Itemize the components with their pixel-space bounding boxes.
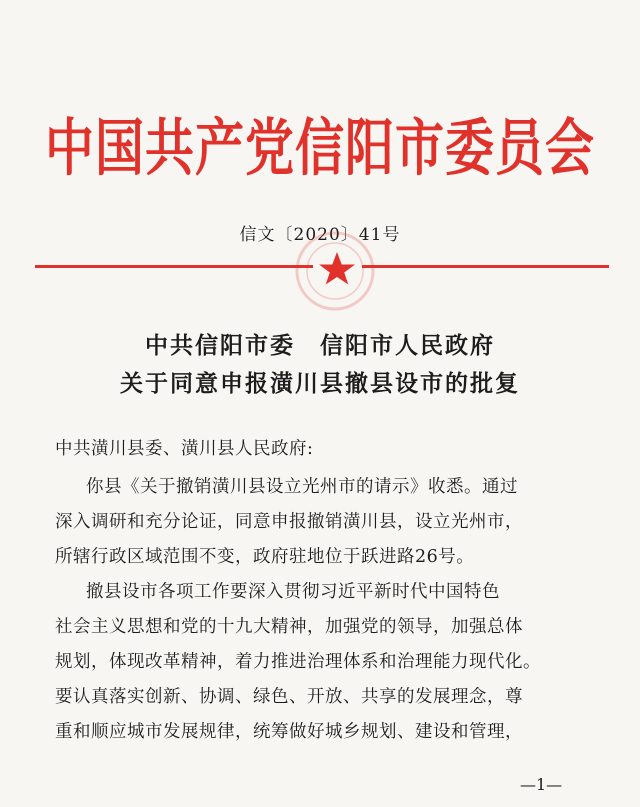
addressee: 中共潢川县委、潢川县人民政府: xyxy=(55,439,314,459)
body-line: 深入调研和充分论证，同意申报撤销潢川县，设立光州市， xyxy=(55,512,523,532)
subject-line-1: 中共信阳市委 信阳市人民政府 xyxy=(145,333,495,359)
red-divider-left xyxy=(35,265,313,268)
body-line: 要认真落实创新、协调、绿色、开放、共享的发展理念，尊 xyxy=(55,687,523,707)
body-line: 你县《关于撤销潢川县设立光州市的请示》收悉。通过 xyxy=(86,477,518,497)
issuing-organization-header: 中国共产党信阳市委员会 xyxy=(44,112,595,184)
document-number: 信文〔2020〕41号 xyxy=(239,225,401,245)
body-line: 所辖行政区域范围不变，政府驻地位于跃进路26号。 xyxy=(55,547,475,567)
body-line: 规划，体现改革精神，着力推进治理体系和治理能力现代化。 xyxy=(55,652,541,672)
body-line: 社会主义思想和党的十九大精神，加强党的领导，加强总体 xyxy=(55,617,523,637)
page-number: —1— xyxy=(520,775,563,794)
body-line: 撤县设市各项工作要深入贯彻习近平新时代中国特色 xyxy=(86,582,500,602)
subject-line-2: 关于同意申报潢川县撤县设市的批复 xyxy=(120,371,520,397)
red-divider-right xyxy=(362,265,609,268)
red-star-icon xyxy=(317,250,357,286)
body-line: 重和顺应城市发展规律，统筹做好城乡规划、建设和管理， xyxy=(55,722,523,742)
